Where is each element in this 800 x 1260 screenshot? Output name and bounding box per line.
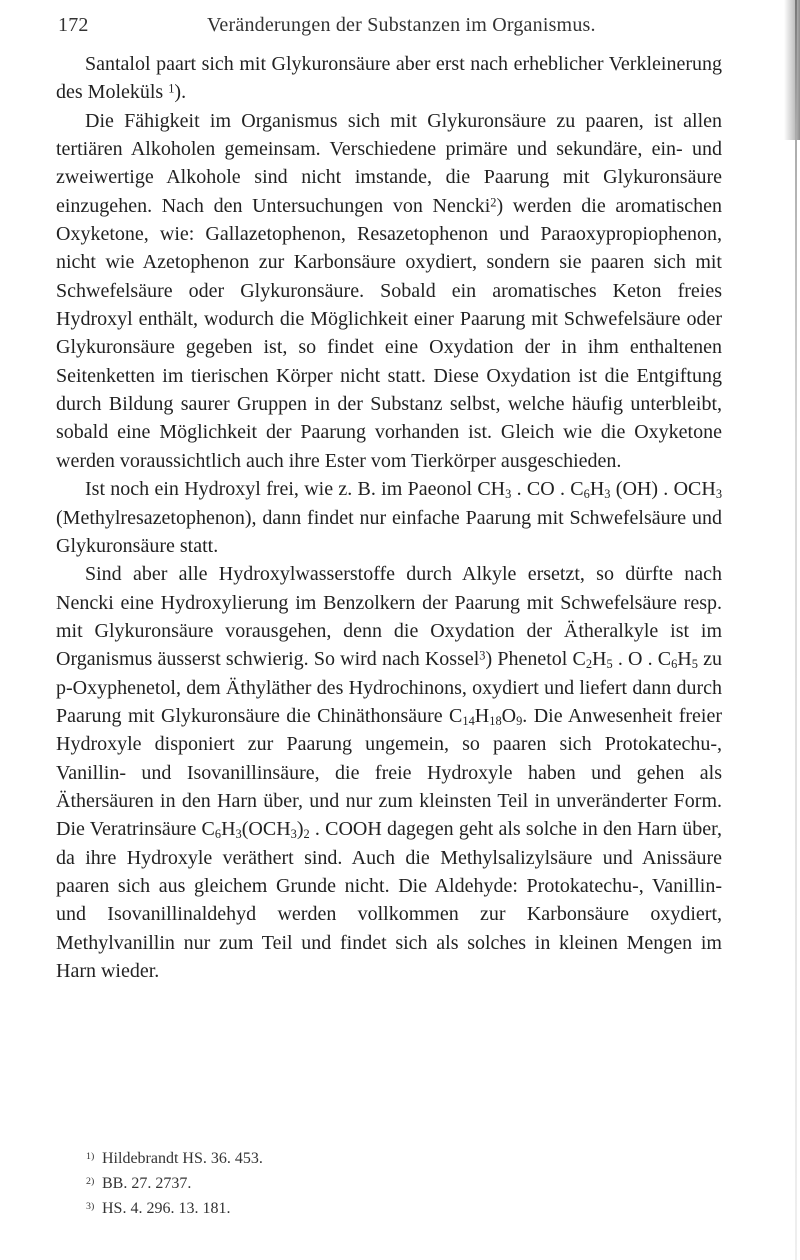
page-edge-shadow xyxy=(784,0,800,140)
footnote-3: $^{3)}$ HS. 4. 296. 13. 181. xyxy=(86,1200,231,1217)
footnote-1: $^{1)}$ Hildebrandt HS. 36. 453. xyxy=(86,1150,263,1167)
paragraph-alkyl-ethers: Sind aber alle Hydroxylwasserstoffe durch Alkyle ersetzt, so dürfte nach Nencki eine Hydroxylierung im Benzolkern der Paarung mit Schwefelsäure resp. mit Glykuronsäure vorausgehen, denn die Oxydation der Ätheralkyle ist im Organismus äusserst schwierig. So wird nach Kossel$^3$) Phenetol $C_2H_5$ . O . $C_6H_5$ zu p-Oxyphenetol, dem Äthyläther des Hydrochinons, oxydiert und liefert dann durch Paarung mit Glykuronsäure die Chinäthonsäure $C_{14}H_{18}O_9$. Die Anwesenheit freier Hydroxyle disponiert zur Paarung ungemein, so paaren sich Protokatechu-, Vanillin- und Isovanillinsäure, die freie Hydroxyle haben und gehen als Äthersäuren in den Harn über, und nur zum kleinsten Teil in unveränderter Form. Die Veratrinsäure $C_6H_3(OCH_3)_2$ . COOH dagegen geht als solche in den Harn über, da ihre Hydroxyle veräthert sind. Auch die Methylsalizylsäure und Anissäure paaren sich aus gleichem Grunde nicht. Die Aldehyde: Protokatechu-, Vanillin- und Isovanillinaldehyd werden vollkommen zur Karbonsäure oxydiert, Methylvanillin nur zum Teil und findet sich als solches in kleinen Mengen im Harn wieder. xyxy=(56,563,722,982)
footnote-ref-1: 1 xyxy=(168,81,175,96)
page-edge-line xyxy=(795,0,797,1260)
footnote-2: $^{2)}$ BB. 27. 2737. xyxy=(86,1175,192,1192)
page-number: 172 xyxy=(58,14,89,36)
footnotes xyxy=(86,1146,466,1221)
paragraph-tertiary-alcohols: Die Fähigkeit im Organismus sich mit Glykuronsäure zu paaren, ist allen tertiären Alkoholen gemeinsam. Verschiedene primäre und sekundäre, ein- und zweiwertige Alkohole sind nicht imstande, die Paarung mit Glykuronsäure einzugehen. Nach den Untersuchungen von Nencki$^2$) werden die aromatischen Oxyketone, wie: Gallazetophenon, Resazetophenon und Paraoxypropiophenon, nicht wie Azetophenon zur Karbonsäure oxydiert, sondern sie paaren sich mit Schwefelsäure oder Glykuronsäure. Sobald ein aromatisches Keton freies Hydroxyl enthält, wodurch die Möglichkeit einer Paarung mit Schwefelsäure oder Glykuronsäure gegeben ist, so findet eine Oxydation der in ihm enthaltenen Seitenketten im tierischen Körper nicht statt. Diese Oxydation ist die Entgiftung durch Bildung saurer Gruppen in der Substanz selbst, welche häufig unterbleibt, sobald eine Möglichkeit der Paarung vorhanden ist. Gleich wie die Oxyketone werden voraussichtlich auch ihre Ester vom Tierkörper ausgeschieden. xyxy=(56,109,722,472)
paragraph-santalol: Santalol paart sich mit Glykuronsäure aber erst nach erheblicher Verkleinerung des Moleküls $^1$). xyxy=(56,53,722,104)
page-header xyxy=(58,14,718,42)
footnote-ref-2: 2 xyxy=(490,195,497,210)
paragraph-paeonol: Ist noch ein Hydroxyl frei, wie z. B. im Paeonol $CH_3$ . CO . $C_6H_3$ (OH) . $OCH_3$ (Methylresazetophenon), dann findet nur einfache Paarung mit Schwefelsäure und Glykuronsäure statt. xyxy=(56,478,723,557)
footnote-ref-3: 3 xyxy=(479,648,486,663)
running-title: Veränderungen der Substanzen im Organismus. xyxy=(207,14,596,36)
main-text xyxy=(56,50,722,985)
